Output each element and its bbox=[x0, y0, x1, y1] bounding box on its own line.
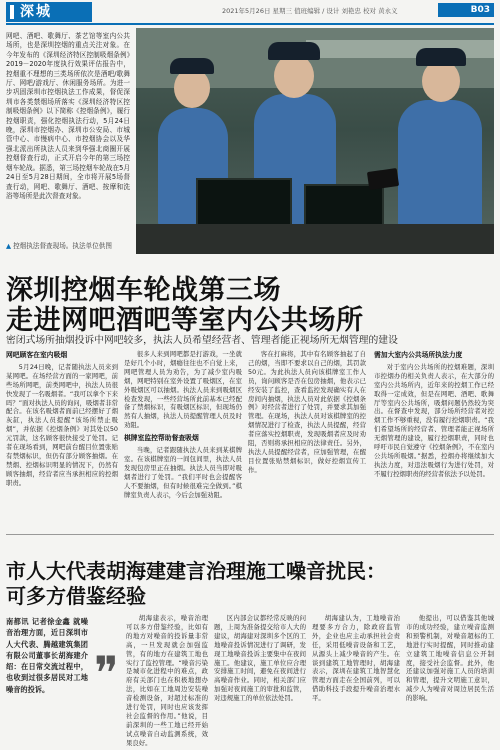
photo-caption bbox=[6, 240, 112, 250]
caption-triangle-icon: ▲ bbox=[6, 242, 12, 250]
article2-col3 bbox=[214, 614, 306, 746]
article1-col2 bbox=[124, 350, 242, 530]
article1-col1-text: 5月24日晚，记者随执法人员来到某网吧。在场经营方面的一家网吧，前些场所网吧，前类网吧中，执法人员很快发现了一名吸烟者。“我可以拿个下来吗？”面对执法人员的询问，吸烟者非常配合。在该名吸烟者面前已经摆好了烟灰缸，执法人员提醒“该场所禁止吸烟”，并依据《控烟条例》对其处以50元罚款，这名顾客很快接受了处罚。记者在现场看到，网吧前台醒目位置张贴有禁烟标识，但仍有部分顾客抽烟。在禁烟、控烟标识明显的情况下，仍然有顾客抽烟，经营者应当承担相应的控烟职责。 bbox=[6, 362, 118, 487]
photo-cap-center bbox=[268, 42, 320, 60]
article2-col2 bbox=[126, 614, 208, 746]
photo-officer-right bbox=[398, 100, 482, 230]
news-photo bbox=[136, 28, 494, 254]
photo-monitor-1 bbox=[196, 178, 292, 230]
headline-line1: 深圳控烟车轮战第三场 bbox=[6, 275, 281, 306]
article1-subhead-1: 网吧顾客在室内吸烟 bbox=[6, 351, 68, 359]
photo-cap-right bbox=[416, 48, 466, 66]
page-number: B03 bbox=[438, 3, 494, 17]
dateline: 2021年5月26日 星期三 值班编辑 / 设计 刘艳忠 校对 黄永义 bbox=[222, 7, 398, 15]
article1-col3-text: 客在打麻将，其中有名顾客抽起了自己的烟，当即不要求以自己的烟，其罚款50元。为此执法人员向该棋牌室工作人员，询问顾客是否在包房抽烟，他表示已经安装了监控，查看监控发现确实有人在房间内抽烟，执法人员对此依据《控烟条例》对经营者进行了处罚，并要求其加强管理。在现场，执法人员对该棋牌室的控烟情况进行了检查，执法人员提醒，经营者应落实控烟职责，发现吸烟者应及时劝阻，否则将承担相应的法律责任。另外，执法人员提醒经营者，应加强管理，在醒目位置张贴禁烟标识，做好控烟宣传工作。 bbox=[248, 350, 366, 474]
section-name: 深城 bbox=[20, 4, 52, 20]
photo-head-center bbox=[274, 54, 314, 98]
intro-text: 网吧、酒吧、歌舞厅、茶艺馆等室内公共场所，也是深圳控烟的重点关注对象。在今年发布的《深圳经济特区控制吸烟条例》2019－2020年度执行效果评估报告中，控烟重不理想的三类场所依次是酒吧/歌舞厅、网吧/游戏厅、休闲服务场所。为进一步巩固深圳市控烟执法工作成果，督促深圳市各类禁烟场所落实《深圳经济特区控制吸烟条例》以下简称《控烟条例》，履行控烟职责，强化控烟执法行动，5月24日晚，深圳市控烟办、深圳市公安局、市城管中心、市慢病中心、市控烟协会以及华强北派出所执法人员来到华强北商圈开展控烟督查行动，正式开启今年的第三场控烟车轮战。据悉，第三场控烟车轮战在5月24日至5月28日期间，全市将开展5场督查行动，网吧、歌舞厅、酒吧、按摩和洗浴等场所是此次督查对象。 bbox=[6, 32, 130, 200]
article2-col4-text: 胡海建认为，工地噪音治理要多方合力，除政府监管外，企业也应主动承担社会责任，采用低噪音设备和工艺，从源头上减少噪音的产生。在谈到建筑工地管理时，胡海建表示，深圳在建筑工地智慧化管理方面走在全国前列，可以借助科技手段提升噪音治理水平。 bbox=[312, 614, 400, 703]
quote-mark-icon: ❞ bbox=[94, 646, 119, 700]
article2-col5 bbox=[406, 614, 494, 746]
article2-col5-text: 他提出，可以借鉴其他城市的成功经验，建立噪音监测和预警机制，对噪音超标的工地进行实时提醒，同时推动建立建筑工地噪音信息公开制度，接受社会监督。此外，他还建议加强对施工人员的培训和管理，提升文明施工意识，减少人为噪音对周边居民生活的影响。 bbox=[406, 614, 494, 703]
photo-cap-left bbox=[170, 58, 214, 74]
article1-subhead-2: 棋牌室监控帮助督查吸烟 bbox=[124, 434, 199, 443]
section-tag bbox=[6, 2, 92, 22]
page-header bbox=[0, 0, 500, 22]
photo-phone bbox=[367, 168, 399, 190]
article1-subhead-3: 需加大室内公共场所执法力度 bbox=[374, 351, 463, 359]
article2-col2-text: 胡海建表示，噪音治理可以多方借鉴经验，比如有的地方对噪音的投诉量非常高，一旦发现就会加强监管，有的地方在建筑工地也实行了监控管理。“噪音污染是城市化进程中的难点，政府有关部门也在积极地想办法，比如在工地周边安装噪音检测设备，对超过标准的进行处罚，同时也应该发挥社会监督的作用。”他说，目前深圳的一些工地已经开始试点噪音自动监测系统，效果良好。 bbox=[126, 614, 208, 746]
article1-col2b-text: 当晚，记者跟随执法人员来到某棋牌室。在该棋牌室的一间包间里，执法人员发现包房里正在抽烟。执法人员当即对吸烟者进行了处罚。“我们平时也会提醒客人不要抽烟，但有时候很难完全做到。”棋牌室负责人表示，今后会加强劝阻。 bbox=[124, 446, 242, 499]
photo-caption-text: 控烟执法督查现场。执法单位供图 bbox=[13, 242, 112, 250]
photo-head-right bbox=[422, 60, 460, 102]
article-separator bbox=[6, 534, 494, 535]
article1-col1 bbox=[6, 350, 118, 530]
headline2-line2: 可多方借鉴经验 bbox=[6, 584, 146, 608]
headline-subtitle: 密闭式场所抽烟投诉中网吧较多，执法人员希望经营者、管理者能正视场所无烟管理的建设 bbox=[6, 335, 398, 346]
section-tag-bar bbox=[10, 5, 14, 19]
article1-col4-text: 对于室内公共场所的控烟难题，深圳市控烟办的相关负责人表示，在大部分的室内公共场所内，近年来的控烟工作已经取得一定成效，但是在网吧、酒吧、歌舞厅等室内公共场所，吸烟问题仍然较为突出。在督查中发现，部分场所经营者对控烟工作不够重视，没有履行控烟职责。“我们希望场所的经营者、管理者能正视场所无烟管理的建设，履行控烟职责，同时也呼吁市民自觉遵守《控烟条例》，不在室内公共场所吸烟。”据悉，控烟办将继续加大执法力度，对违法吸烟行为进行处罚，对不履行控烟职责的经营者依法予以处罚。 bbox=[374, 362, 494, 478]
photo-desk bbox=[136, 224, 494, 254]
photo-head-left bbox=[174, 68, 210, 108]
headline2-line1: 市人大代表胡海建建言治理施工噪音扰民： bbox=[6, 559, 386, 583]
header-rule bbox=[6, 23, 494, 25]
headline-line2: 走进网吧酒吧等室内公共场所 bbox=[6, 305, 364, 336]
article1-col4 bbox=[374, 350, 494, 530]
article2-col4 bbox=[312, 614, 400, 746]
article1-col2-text: 很多人来到网吧都是打游戏，一坐就是好几个小时，烟瘾往往也不自觉上来，网吧管理人员为劝告，为了减少室内吸烟，网吧特别在室外设置了吸烟区，在室外吸烟区可以抽烟。执法人员来到吸烟区检查发现，一些经营场所此前基本已经配备了禁烟标识，有吸烟区标识，但现场仍然有人抽烟，执法人员提醒管理人员及时劝阻。 bbox=[124, 350, 242, 430]
article2-col3-text: 区内部会议都经常反映的问题，上周为准备提交给市人大的建议，胡海建对深圳多个区的工地噪音投诉情况进行了调研，发现工地噪音投诉主要集中在夜间施工。他建议，施工单位应合理安排施工时间，避免在夜间进行高噪音作业。同时，相关部门应加强对夜间施工的审批和监管，对违规施工的单位依法处罚。 bbox=[214, 614, 306, 703]
pullquote-text: 南都讯 记者徐金鑫 就噪音治理方面，近日深圳市人大代表、腾越建筑集团有限公司董事长胡海建介绍：在日常交流过程中，也收到过很多居民对工地噪音的投诉。 bbox=[6, 617, 88, 694]
article1-col3 bbox=[248, 350, 366, 530]
